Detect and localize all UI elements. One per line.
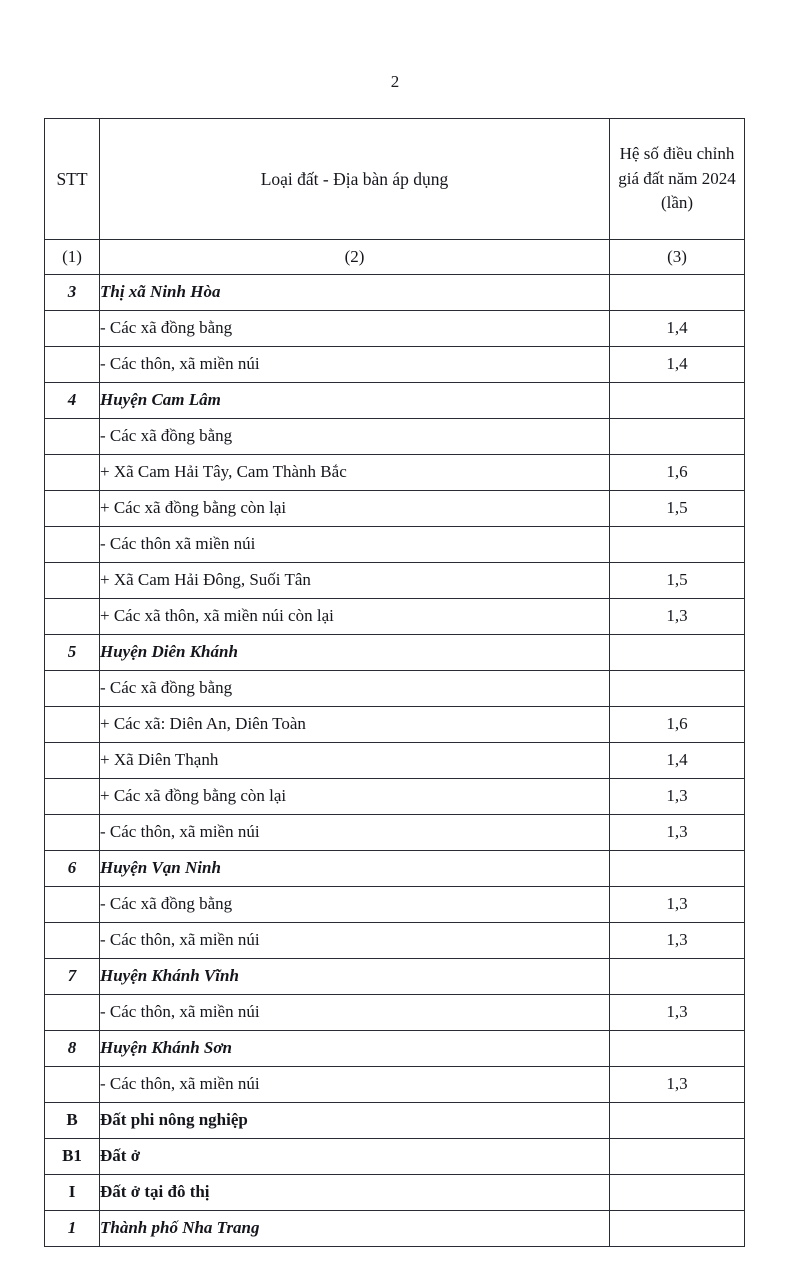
row-name: - Các xã đồng bằng (100, 671, 610, 707)
row-value (610, 851, 745, 887)
table-row (45, 347, 745, 383)
row-value (610, 1211, 745, 1247)
table-row (45, 1067, 745, 1103)
row-value (610, 1031, 745, 1067)
row-stt (45, 887, 100, 923)
row-name: - Các thôn, xã miền núi (100, 815, 610, 851)
table-row (45, 887, 745, 923)
row-value (610, 635, 745, 671)
row-name: Huyện Diên Khánh (100, 635, 610, 671)
row-name: - Các xã đồng bằng (100, 887, 610, 923)
table-row (45, 851, 745, 887)
row-name: - Các thôn, xã miền núi (100, 1067, 610, 1103)
row-value (610, 1103, 745, 1139)
table-row (45, 455, 745, 491)
row-name: Huyện Khánh Sơn (100, 1031, 610, 1067)
row-stt: B (45, 1103, 100, 1139)
row-stt (45, 995, 100, 1031)
row-stt (45, 1067, 100, 1103)
table (44, 118, 745, 1247)
row-value (610, 383, 745, 419)
row-name: - Các thôn, xã miền núi (100, 995, 610, 1031)
row-name: Huyện Vạn Ninh (100, 851, 610, 887)
table-row (45, 995, 745, 1031)
table-header-row (45, 119, 745, 240)
row-value: 1,6 (610, 455, 745, 491)
table-row (45, 599, 745, 635)
row-stt (45, 779, 100, 815)
table-row (45, 563, 745, 599)
table-row (45, 1139, 745, 1175)
row-stt: 7 (45, 959, 100, 995)
table-row (45, 491, 745, 527)
row-stt (45, 419, 100, 455)
row-value: 1,3 (610, 887, 745, 923)
table-row (45, 419, 745, 455)
row-name: - Các xã đồng bằng (100, 311, 610, 347)
row-stt (45, 491, 100, 527)
row-name: + Các xã: Diên An, Diên Toàn (100, 707, 610, 743)
row-stt: 6 (45, 851, 100, 887)
table-row (45, 527, 745, 563)
row-value (610, 671, 745, 707)
row-value: 1,5 (610, 491, 745, 527)
table-row (45, 311, 745, 347)
table-row (45, 707, 745, 743)
row-name: + Các xã đồng bằng còn lại (100, 779, 610, 815)
row-stt: 5 (45, 635, 100, 671)
row-stt (45, 455, 100, 491)
row-name: Huyện Cam Lâm (100, 383, 610, 419)
row-stt (45, 671, 100, 707)
table-row (45, 923, 745, 959)
row-name: - Các xã đồng bằng (100, 419, 610, 455)
row-value: 1,4 (610, 311, 745, 347)
row-name: - Các thôn, xã miền núi (100, 923, 610, 959)
table-row (45, 743, 745, 779)
column-label-name: (2) (100, 240, 610, 275)
row-value: 1,5 (610, 563, 745, 599)
row-value (610, 1175, 745, 1211)
row-name: Đất phi nông nghiệp (100, 1103, 610, 1139)
row-stt (45, 563, 100, 599)
column-label-row (45, 240, 745, 275)
row-value: 1,3 (610, 599, 745, 635)
row-name: - Các thôn, xã miền núi (100, 347, 610, 383)
column-label-value: (3) (610, 240, 745, 275)
row-stt (45, 599, 100, 635)
row-stt (45, 743, 100, 779)
land-price-coefficient-table (44, 118, 744, 1247)
table-row (45, 959, 745, 995)
row-stt (45, 707, 100, 743)
row-name: + Xã Cam Hải Tây, Cam Thành Bắc (100, 455, 610, 491)
row-name: Huyện Khánh Vĩnh (100, 959, 610, 995)
table-row (45, 1211, 745, 1247)
row-value: 1,3 (610, 1067, 745, 1103)
row-stt: 8 (45, 1031, 100, 1067)
row-value (610, 959, 745, 995)
row-name: Thị xã Ninh Hòa (100, 275, 610, 311)
row-stt: 1 (45, 1211, 100, 1247)
header-cell-value: Hệ số điều chỉnh giá đất năm 2024 (lần) (610, 119, 745, 240)
row-value (610, 527, 745, 563)
header-cell-stt: STT (45, 119, 100, 240)
row-name: Đất ở tại đô thị (100, 1175, 610, 1211)
row-name: Đất ở (100, 1139, 610, 1175)
table-row (45, 635, 745, 671)
table-row (45, 779, 745, 815)
row-name: + Các xã đồng bằng còn lại (100, 491, 610, 527)
table-body (45, 119, 745, 1247)
table-row (45, 1031, 745, 1067)
row-name: + Các xã thôn, xã miền núi còn lại (100, 599, 610, 635)
row-value: 1,3 (610, 779, 745, 815)
table-row (45, 1103, 745, 1139)
header-cell-name: Loại đất - Địa bàn áp dụng (100, 119, 610, 240)
row-name: + Xã Cam Hải Đông, Suối Tân (100, 563, 610, 599)
table-row (45, 671, 745, 707)
row-stt (45, 347, 100, 383)
row-value: 1,6 (610, 707, 745, 743)
row-stt (45, 311, 100, 347)
row-value: 1,3 (610, 995, 745, 1031)
row-stt: I (45, 1175, 100, 1211)
column-label-stt: (1) (45, 240, 100, 275)
row-stt: 4 (45, 383, 100, 419)
row-value: 1,4 (610, 347, 745, 383)
row-name: + Xã Diên Thạnh (100, 743, 610, 779)
row-value (610, 419, 745, 455)
row-stt (45, 815, 100, 851)
row-value: 1,3 (610, 923, 745, 959)
row-value: 1,3 (610, 815, 745, 851)
row-stt (45, 923, 100, 959)
row-value (610, 1139, 745, 1175)
row-value: 1,4 (610, 743, 745, 779)
page-number: 2 (390, 72, 400, 91)
table-row (45, 1175, 745, 1211)
row-stt (45, 527, 100, 563)
row-value (610, 275, 745, 311)
row-name: - Các thôn xã miền núi (100, 527, 610, 563)
table-row (45, 275, 745, 311)
table-row (45, 815, 745, 851)
row-name: Thành phố Nha Trang (100, 1211, 610, 1247)
table-row (45, 383, 745, 419)
row-stt: B1 (45, 1139, 100, 1175)
row-stt: 3 (45, 275, 100, 311)
